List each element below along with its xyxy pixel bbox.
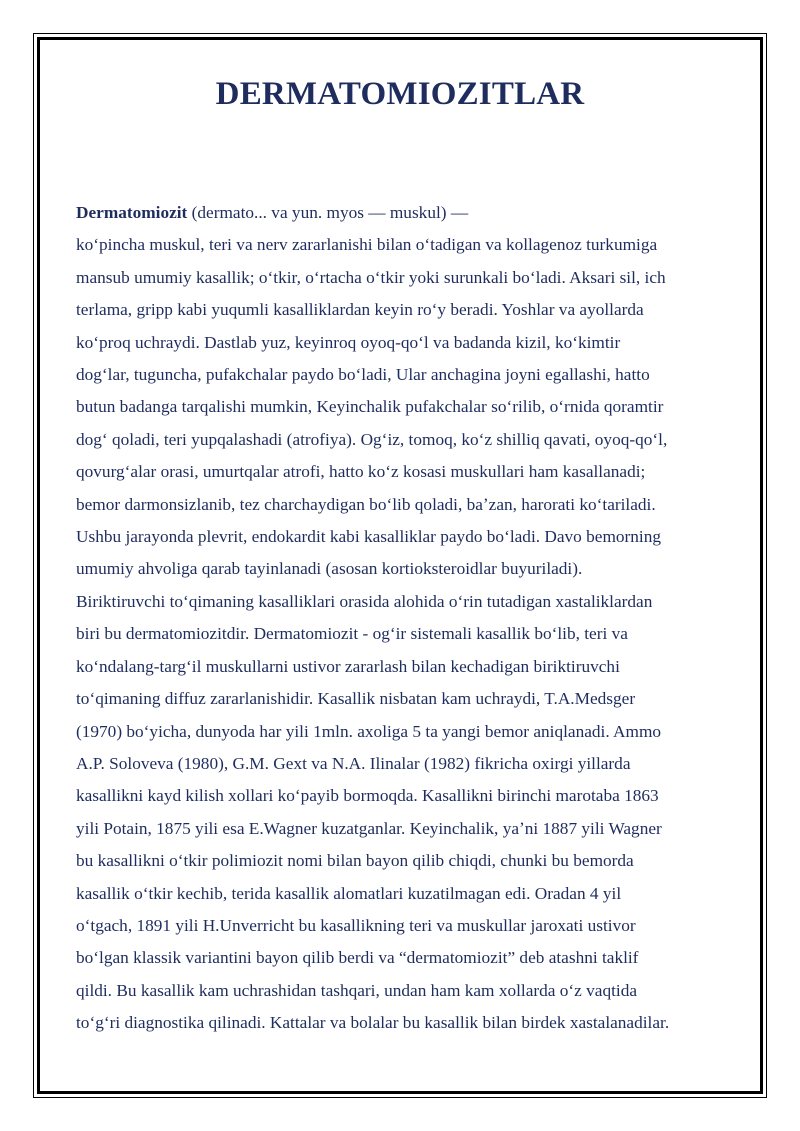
text-line: bu kasallikni oʻtkir polimiozit nomi bilan bayon qilib chiqdi, chunki bu bemorda bbox=[76, 851, 634, 871]
text-line: dogʻ qoladi, teri yupqalashadi (atrofiya). Ogʻiz, tomoq, koʻz shilliq qavati, oyoq-qoʻl, bbox=[76, 429, 668, 449]
text-line: oʻtgach, 1891 yili H.Unverricht bu kasallikning teri va muskullar jaroxati ustivor bbox=[76, 915, 636, 935]
text-line: yili Potain, 1875 yili esa E.Wagner kuzatganlar. Keyinchalik, yaʼni 1887 yili Wagner bbox=[76, 818, 662, 838]
text-line: Biriktiruvchi toʻqimaning kasalliklari orasida alohida oʻrin tutadigan xastaliklardan bbox=[76, 591, 653, 611]
text-line: A.P. Soloveva (1980), G.M. Gext va N.A. Ilinalar (1982) fikricha oxirgi yillarda bbox=[76, 753, 631, 773]
text-line: qildi. Bu kasallik kam uchrashidan tashqari, undan ham kam xollarda oʻz vaqtida bbox=[76, 980, 638, 1000]
text-line: kasallikni kayd kilish xollari koʻpayib bormoqda. Kasallikni birinchi marotaba 1863 bbox=[76, 786, 659, 806]
text-line: mansub umumiy kasallik; oʻtkir, oʻrtacha oʻtkir yoki surunkali boʻladi. Aksari sil, ich bbox=[76, 267, 666, 287]
intro-term: Dermatomiozit bbox=[76, 203, 188, 222]
text-line: Ushbu jarayonda plevrit, endokardit kabi kasalliklar paydo boʻladi. Davo bemorning bbox=[76, 527, 662, 547]
text-line: dogʻlar, tuguncha, pufakchalar paydo boʻladi, Ular anchagina joyni egallashi, hatto bbox=[76, 365, 650, 385]
text-line: koʻpincha muskul, teri va nerv zararlanishi bilan oʻtadigan va kollagenoz turkumiga bbox=[76, 235, 658, 255]
text-line: toʻqimaning diffuz zararlanishidir. Kasallik nisbatan kam uchraydi, T.A.Medsger bbox=[76, 689, 636, 709]
text-line: bemor darmonsizlanib, tez charchaydigan boʻlib qoladi, baʼzan, harorati koʻtariladi. bbox=[76, 494, 656, 514]
text-line: koʻproq uchraydi. Dastlab yuz, keyinroq oyoq-qoʻl va badanda kizil, koʻkimtir bbox=[76, 332, 621, 352]
text-line: toʻgʻri diagnostika qilinadi. Kattalar va bolalar bu kasallik bilan birdek xastalanadilar. bbox=[76, 1013, 670, 1033]
page-title: DERMATOMIOZITLAR bbox=[215, 76, 585, 112]
text-line: umumiy ahvoliga qarab tayinlanadi (asosan kortioksteroidlar buyuriladi). bbox=[76, 559, 583, 579]
intro-rest: (dermato... va yun. myos — muskul) — bbox=[187, 203, 469, 222]
text-line: (1970) boʻyicha, dunyoda har yili 1mln. axoliga 5 ta yangi bemor aniqlanadi. Ammo bbox=[76, 721, 662, 741]
text-line: boʻlgan klassik variantini bayon qilib berdi va “dermatomiozit” deb atashni taklif bbox=[76, 948, 639, 968]
intro-line bbox=[76, 197, 726, 229]
text-line: biri bu dermatomiozitdir. Dermatomiozit - ogʻir sistemali kasallik boʻlib, teri va bbox=[76, 624, 628, 644]
text-line: qovurgʻalar orasi, umurtqalar atrofi, hatto koʻz kosasi muskullari ham kasallanadi; bbox=[76, 462, 646, 482]
body-paragraph bbox=[76, 197, 726, 1040]
text-line: butun badanga tarqalishi mumkin, Keyinchalik pufakchalar soʻrilib, oʻrnida qoramtir bbox=[76, 397, 664, 417]
text-line: terlama, gripp kabi yuqumli kasalliklardan keyin roʻy beradi. Yoshlar va ayollarda bbox=[76, 300, 644, 320]
text-line: kasallik oʻtkir kechib, terida kasallik alomatlari kuzatilmagan edi. Oradan 4 yil bbox=[76, 883, 622, 903]
text-line: koʻndalang-targʻil muskullarni ustivor zararlash bilan kechadigan biriktiruvchi bbox=[76, 656, 620, 676]
